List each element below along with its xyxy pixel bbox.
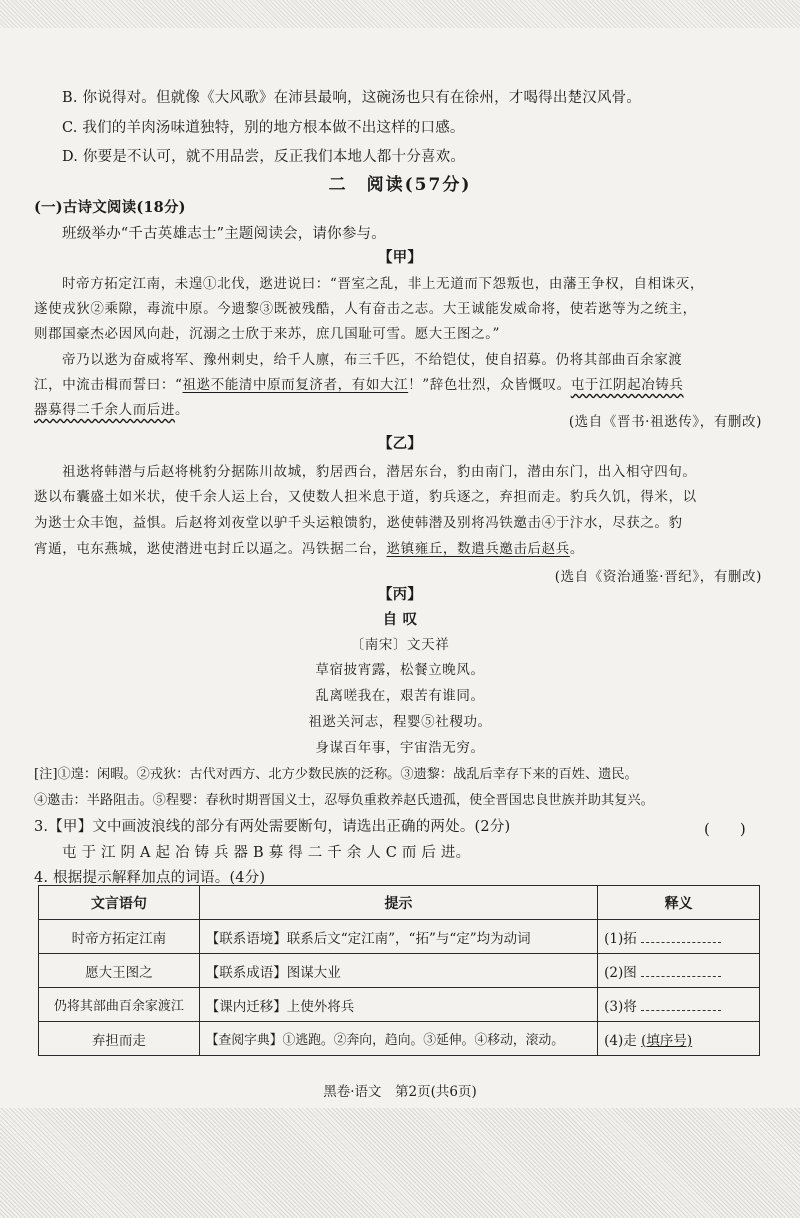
row-hint: 【联系成语】图谋大业	[199, 954, 597, 988]
jia-line-4: 帝乃以逖为奋威将军、豫州刺史，给千人廪，布三千匹，不给铠仗，使自招募。仍将其部曲百余家渡	[62, 352, 683, 368]
answer-label: (2)图	[604, 964, 637, 981]
row-answer-cell[interactable]	[598, 1022, 760, 1056]
table-row	[39, 954, 760, 988]
poem-line-3: 祖逖关河志，程婴⑤社稷功。	[308, 714, 492, 730]
jia-line-6-end: 。	[175, 402, 190, 418]
yi-line-4-pre: 宵遁，屯东燕城，逖使潜进屯封丘以逼之。冯铁据二台，	[34, 541, 387, 557]
answer-blank[interactable]	[641, 998, 721, 1011]
jia-quote-post: ！”辞色壮烈，众皆慨叹。	[408, 377, 571, 393]
jia-wavy-part-2: 器募得二千余人而后进	[34, 402, 175, 418]
header-sentence: 文言语句	[39, 886, 200, 920]
yi-line-4	[34, 537, 584, 557]
scan-noise-bottom	[0, 1108, 800, 1218]
row-answer-cell[interactable]	[598, 920, 760, 954]
row-answer-cell[interactable]	[598, 954, 760, 988]
jia-line-6	[34, 398, 189, 418]
row-hint: 【课内迁移】上使外将兵	[199, 988, 597, 1022]
option-c: C. 我们的羊肉汤味道独特，别的地方根本做不出这样的口感。	[62, 120, 465, 136]
jia-quote-underlined: 祖逖不能清中原而复济者，有如大江	[182, 377, 409, 393]
row-sentence: 愿大王图之	[39, 954, 200, 988]
passage-jia-label: 【甲】	[377, 249, 423, 266]
answer-label: (1)拓	[604, 930, 637, 947]
answer-fill-hint: (填序号)	[641, 1032, 693, 1049]
answer-blank[interactable]	[641, 930, 721, 943]
question-3-answer-blank[interactable]: ( )	[704, 820, 746, 838]
answer-blank[interactable]	[641, 964, 721, 977]
poem-author: 〔南宋〕文天祥	[350, 637, 450, 653]
option-b: B. 你说得对。但就像《大风歌》在沛县最响，这碗汤也只有在徐州，才喝得出楚汉风骨。	[62, 90, 642, 106]
yi-underlined-sentence: 逖镇雍丘，数遣兵邀击后赵兵	[386, 541, 570, 557]
yi-line-1: 祖逖将韩潜与后赵将桃豹分据陈川故城，豹居西台，潜居东台，豹由南门，潜由东门，出入相守四旬。	[62, 464, 697, 480]
poem-title: 自 叹	[382, 611, 418, 628]
poem-line-1: 草宿披宵露，松餐立晚风。	[315, 662, 485, 678]
table-row	[39, 920, 760, 954]
poem-line-4: 身谋百年事，宇宙浩无穷。	[315, 740, 485, 756]
question-3-stem: 3.【甲】文中画波浪线的部分有两处需要断句，请选出正确的两处。(2分)	[34, 819, 511, 835]
poem-line-2: 乱离嗟我在，艰苦有谁同。	[315, 688, 485, 704]
question-3-sentence: 屯 于 江 阴 A 起 冶 铸 兵 器 B 募 得 二 千 余 人 C 而 后 进。	[62, 845, 471, 861]
jia-line-3: 则郡国豪杰必因风向赴，沉溺之士欣于来苏，庶几国耻可雪。愿大王图之。”	[34, 326, 501, 342]
reading-intro: 班级举办“千古英雄志士”主题阅读会，请你参与。	[62, 226, 386, 242]
table-row	[39, 988, 760, 1022]
row-sentence: 弃担而走	[39, 1022, 200, 1056]
answer-label: (4)走	[604, 1032, 637, 1049]
jia-source: (选自《晋书·祖逖传》，有删改)	[568, 414, 762, 430]
jia-quote-pre: 江，中流击楫而誓曰：“	[34, 377, 183, 393]
passage-yi-label: 【乙】	[377, 435, 423, 452]
jia-line-2: 遂使戎狄②乘隙，毒流中原。今遗黎③既被残酷，人有奋击之志。大王诚能发威命将，使若逖等为之统主，	[34, 301, 697, 317]
section-title: 二 阅读(57分)	[328, 175, 472, 195]
row-answer-cell[interactable]	[598, 988, 760, 1022]
scan-noise-top	[0, 0, 800, 28]
page-footer: 黑卷·语文 第2页(共6页)	[323, 1084, 477, 1100]
option-d: D. 你要是不认可，就不用品尝，反正我们本地人都十分喜欢。	[62, 149, 466, 165]
jia-wavy-part-1: 屯于江阴起冶铸兵	[570, 377, 684, 393]
table-header-row	[39, 886, 760, 920]
yi-line-2: 逖以布囊盛土如米状，使千余人运上台，又使数人担米息于道，豹兵逐之，弃担而走。豹兵久饥，得米，以	[34, 489, 697, 505]
table-row	[39, 1022, 760, 1056]
jia-line-1: 时帝方拓定江南，未遑①北伐，逖进说曰：“晋室之乱，非上无道而下怨叛也，由藩王争权，自相诛灭，	[62, 276, 704, 292]
row-sentence: 仍将其部曲百余家渡江	[39, 988, 200, 1022]
passage-bing-label: 【丙】	[377, 586, 423, 603]
subsection-title: (一)古诗文阅读(18分)	[34, 199, 186, 216]
word-explanation-table	[38, 885, 760, 1056]
header-answer: 释义	[598, 886, 760, 920]
question-4-stem: 4. 根据提示解释加点的词语。(4分)	[34, 870, 266, 886]
answer-label: (3)将	[604, 998, 637, 1015]
yi-line-4-post: 。	[569, 541, 584, 557]
notes-line-2: ④邀击：半路阻击。⑤程婴：春秋时期晋国义士，忍辱负重救养赵氏遗孤，使全晋国忠良世族并助其复兴。	[34, 793, 654, 808]
row-sentence: 时帝方拓定江南	[39, 920, 200, 954]
yi-line-3: 为逖士众丰饱，益惧。后赵将刘夜堂以驴千头运粮馈豹，逖使韩潜及别将冯铁邀击④于汴水，尽获之。豹	[34, 515, 683, 531]
jia-line-5	[34, 373, 684, 393]
header-hint: 提示	[199, 886, 597, 920]
yi-source: (选自《资治通鉴·晋纪》，有删改)	[554, 569, 762, 585]
row-hint: 【查阅字典】①逃跑。②奔向，趋向。③延伸。④移动，滚动。	[199, 1022, 597, 1056]
row-hint: 【联系语境】联系后文“定江南”，“拓”与“定”均为动词	[199, 920, 597, 954]
notes-line-1: [注]①遑：闲暇。②戎狄：古代对西方、北方少数民族的泛称。③遗黎：战乱后幸存下来的百姓、遗民。	[34, 767, 638, 782]
